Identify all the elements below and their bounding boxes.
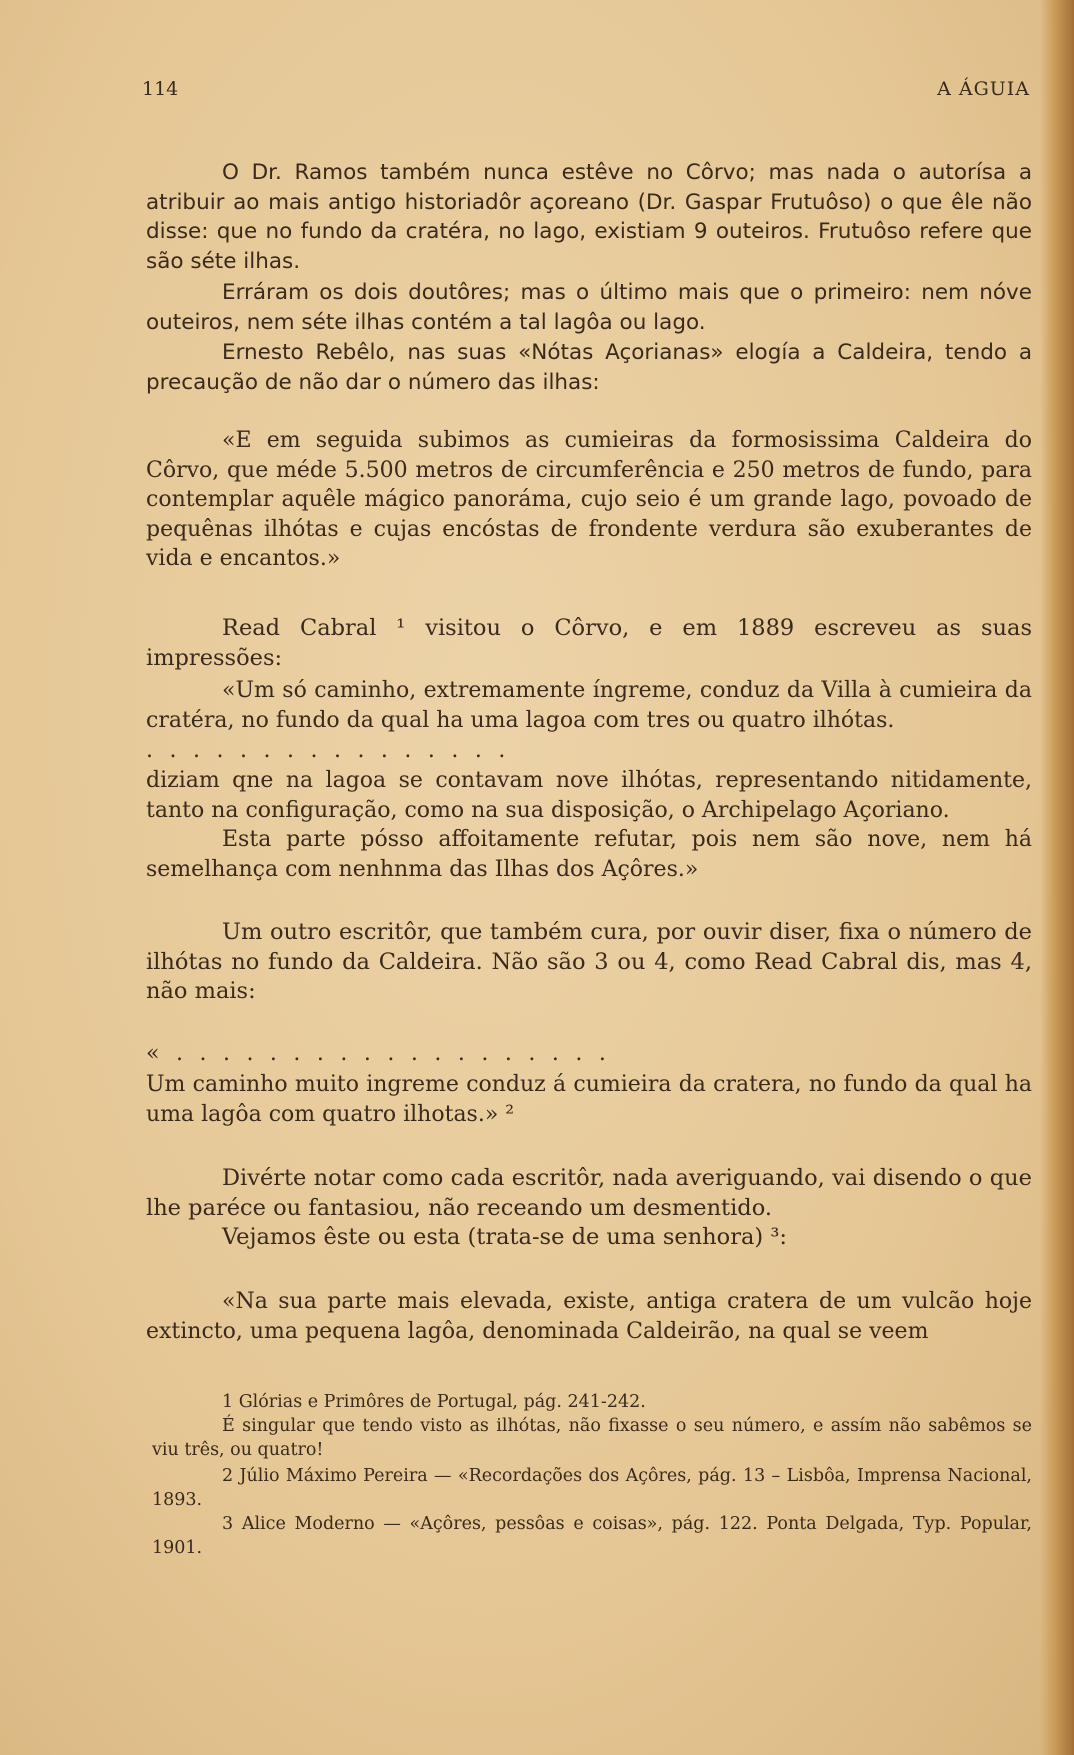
page-header [0,78,1074,108]
quote-read-cabral-1: «Um só caminho, extremamente íngreme, conduz da Villa à cumieira da cratéra, no fundo da qual ha uma lagoa com tres ou quatro ilhótas. [146,678,1032,733]
quote-alice-moderno: «Na sua parte mais elevada, existe, antiga cratera de um vulcão hoje extincto, uma pequena lagôa, denominada Caldeirão, na qual se veem [146,1289,1032,1344]
quote-read-cabral-3: Esta parte pósso affoitamente refutar, pois nem são nove, nem há semelhança com nenhnma das Ilhas dos Açôres.» [146,827,1032,882]
paragraph-erraram: Erráram os dois doutôres; mas o último mais que o primeiro: nem nóve outeiros, nem séte ilhas contém a tal lagôa ou lago. [146,280,1032,335]
paragraph-read-cabral: Read Cabral ¹ visitou o Côrvo, e em 1889 escreveu as suas impressões: [146,615,1032,671]
page-number: 114 [142,78,179,100]
quote-rebelo: «E em seguida subimos as cumieiras da formosissima Caldeira do Côrvo, que méde 5.500 metros de circumferência e 250 metros de fundo, para contemplar aquêle mágico panoráma, cujo seio é um grande lago, povoado de pequênas ilhótas e cujas encóstas de frondente verdura são exuberantes de vida e encantos.» [146,428,1032,571]
footnote-3: 3 Alice Moderno — «Açôres, pessôas e coisas», pág. 122. Ponta Delgada, Typ. Popular, 1901. [152,1514,1032,1558]
ellipsis-dots: ................ [146,738,522,763]
running-title: A ÁGUIA [937,78,1030,100]
ellipsis-dots-quote: «................... [146,1041,623,1066]
quote-caminho: Um caminho muito ingreme conduz á cumieira da cratera, no fundo da qual ha uma lagôa com quatro ilhotas.» ² [146,1072,1032,1127]
paragraph-outro-escritor: Um outro escritôr, que também cura, por ouvir diser, fixa o número de ilhótas no fundo da Caldeira. Não são 3 ou 4, como Read Cabral dis, mas 4, não mais: [146,919,1032,1004]
paragraph-rebelo: Ernesto Rebêlo, nas suas «Nótas Açorianas» elogía a Caldeira, tendo a precaução de não dar o número das ilhas: [146,340,1032,395]
page-edge-shadow [1040,0,1074,1755]
quote-read-cabral-2: diziam qne na lagoa se contavam nove ilhótas, representando nitidamente, tanto na configuração, como na sua disposição, o Archipelago Açoriano. [146,768,1032,823]
paragraph-vejamos: Vejamos êste ou esta (trata-se de uma senhora) ³: [222,1224,787,1250]
paragraph-diverte: Divérte notar como cada escritôr, nada averiguando, vai disendo o que lhe paréce ou fantasiou, não receando um desmentido. [146,1165,1032,1221]
footnote-1-note: É singular que tendo visto as ilhótas, não fixasse o seu número, e assím não sabêmos se viu três, ou quatro! [152,1416,1032,1460]
paragraph-ramos: O Dr. Ramos também nunca estêve no Côrvo; mas nada o autorísa a atribuir ao mais antigo historiadôr açoreano (Dr. Gaspar Frutuôso) o que êle não disse: que no fundo da cratéra, no lago, existiam 9 outeiros. Frutuôso refere que são séte ilhas. [146,160,1032,274]
footnote-2: 2 Júlio Máximo Pereira — «Recordações dos Açôres, pág. 13 – Lisbôa, Imprensa Nacional, 1893. [152,1466,1032,1510]
footnote-1: 1 Glórias e Primôres de Portugal, pág. 241-242. [222,1392,646,1412]
